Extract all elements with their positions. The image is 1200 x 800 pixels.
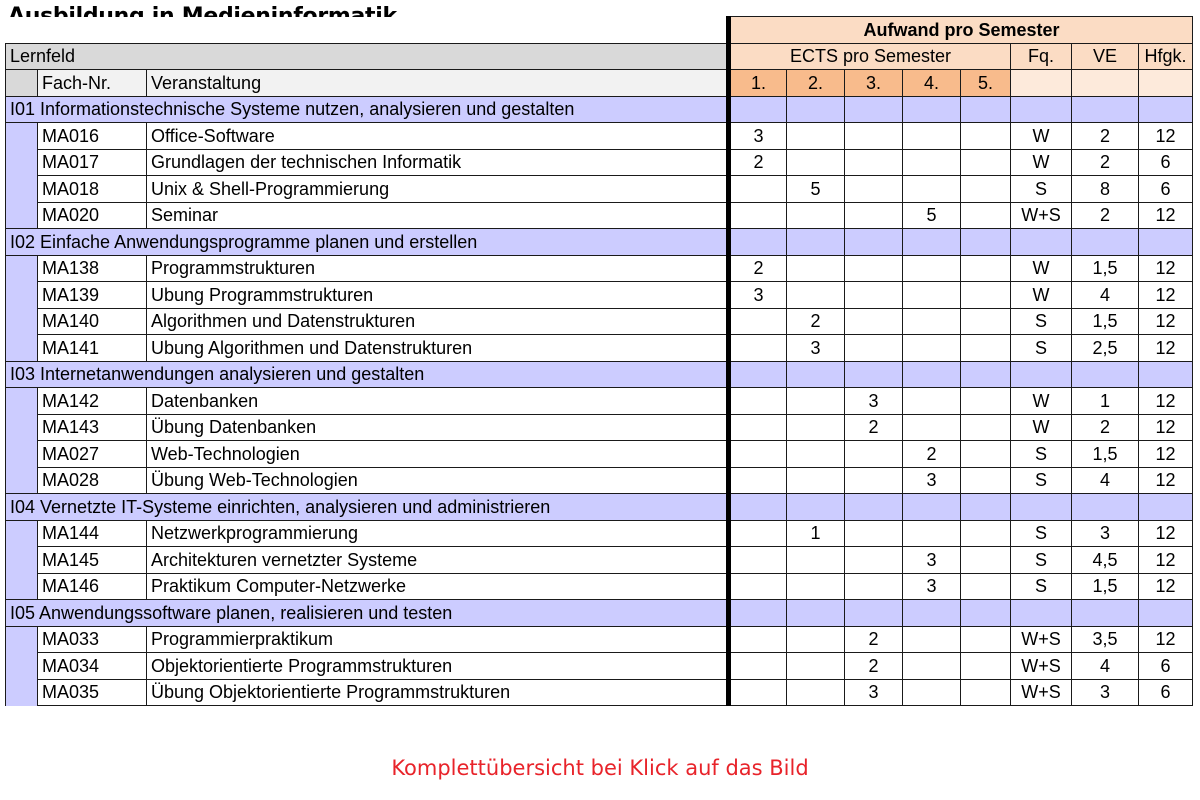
ects-sem-5 [961,202,1011,229]
ects-sem-1 [729,547,787,574]
ects-sem-2 [787,282,845,309]
ects-sem-4 [903,149,961,176]
indent-cell [6,388,38,415]
course-name: Office-Software [147,123,729,150]
course-number: MA034 [38,653,147,680]
course-name: Seminar [147,202,729,229]
table-row[interactable] [6,679,1193,706]
ects-sem-3: 2 [845,414,903,441]
hfgk-value: 12 [1139,335,1193,362]
ects-sem-1 [729,441,787,468]
ects-sem-5 [961,308,1011,335]
ects-sem-2 [787,547,845,574]
ects-sem-4: 3 [903,547,961,574]
course-name: Übung Datenbanken [147,414,729,441]
course-number: MA018 [38,176,147,203]
course-name: Architekturen vernetzter Systeme [147,547,729,574]
group-label: I04 Vernetzte IT-Systeme einrichten, analysieren und administrieren [6,494,729,521]
group-row [6,229,1193,256]
ects-sem-2: 2 [787,308,845,335]
ects-sem-1 [729,335,787,362]
ve-value: 1,5 [1072,441,1139,468]
ects-sem-3 [845,123,903,150]
ects-sem-3 [845,308,903,335]
indent-cell [6,70,38,97]
indent-cell [6,414,38,441]
course-name: Grundlagen der technischen Informatik [147,149,729,176]
group-row [6,600,1193,627]
indent-cell [6,441,38,468]
course-name: Übung Objektorientierte Programmstrukturen [147,679,729,706]
indent-cell [6,573,38,600]
ects-sem-5 [961,573,1011,600]
group-label: I03 Internetanwendungen analysieren und gestalten [6,361,729,388]
indent-cell [6,626,38,653]
course-number: MA138 [38,255,147,282]
frequency: W+S [1011,653,1072,680]
ects-sem-5 [961,149,1011,176]
ects-sem-2: 1 [787,520,845,547]
ects-sem-5 [961,547,1011,574]
table-row[interactable] [6,467,1193,494]
ects-sem-4: 3 [903,573,961,600]
ects-sem-2 [787,202,845,229]
group-label: I02 Einfache Anwendungsprogramme planen und erstellen [6,229,729,256]
header-row-aufwand [6,17,1193,44]
ects-sem-4 [903,176,961,203]
hfgk-value: 12 [1139,414,1193,441]
group-label: I05 Anwendungssoftware planen, realisieren und testen [6,600,729,627]
group-row [6,361,1193,388]
course-number: MA140 [38,308,147,335]
table-row[interactable] [6,388,1193,415]
ects-sem-5 [961,441,1011,468]
ects-sem-2 [787,255,845,282]
course-name: Ubung Algorithmen und Datenstrukturen [147,335,729,362]
ects-sem-3 [845,573,903,600]
indent-cell [6,547,38,574]
ects-sem-4 [903,520,961,547]
ve-value: 3 [1072,679,1139,706]
ects-sem-5 [961,679,1011,706]
ects-sem-4: 3 [903,467,961,494]
hfgk-value: 12 [1139,467,1193,494]
table-row[interactable] [6,255,1193,282]
hfgk-value: 12 [1139,441,1193,468]
course-number: MA139 [38,282,147,309]
ve-value: 8 [1072,176,1139,203]
ects-sem-3 [845,255,903,282]
ects-sem-3 [845,520,903,547]
indent-cell [6,679,38,706]
frequency: W+S [1011,202,1072,229]
frequency: S [1011,467,1072,494]
course-name: Algorithmen und Datenstrukturen [147,308,729,335]
indent-cell [6,176,38,203]
ects-sem-2 [787,573,845,600]
ve-value: 1,5 [1072,255,1139,282]
table-row[interactable] [6,547,1193,574]
table-row[interactable] [6,176,1193,203]
group-label: I01 Informationstechnische Systeme nutzen, analysieren und gestalten [6,96,729,123]
course-name: Praktikum Computer-Netzwerke [147,573,729,600]
hfgk-header: Hfgk. [1139,43,1193,70]
ects-sem-4 [903,282,961,309]
indent-cell [6,202,38,229]
table-row[interactable] [6,123,1193,150]
ects-sem-5 [961,388,1011,415]
ects-sem-4 [903,626,961,653]
course-number: MA020 [38,202,147,229]
ects-sem-4 [903,653,961,680]
hfgk-value: 12 [1139,573,1193,600]
ects-sem-3: 3 [845,679,903,706]
ve-value: 1,5 [1072,308,1139,335]
frequency: W [1011,388,1072,415]
fach-nr-header: Fach-Nr. [38,70,147,97]
course-name: Übung Web-Technologien [147,467,729,494]
ects-sem-5 [961,176,1011,203]
hfgk-value: 12 [1139,255,1193,282]
frequency: S [1011,441,1072,468]
ects-sem-2 [787,441,845,468]
ects-sem-1 [729,520,787,547]
ects-sem-5 [961,467,1011,494]
course-number: MA033 [38,626,147,653]
ve-value: 4 [1072,653,1139,680]
ve-value: 3 [1072,520,1139,547]
ects-sem-1 [729,388,787,415]
ects-sem-5 [961,626,1011,653]
frequency: W [1011,149,1072,176]
ects-sem-2: 3 [787,335,845,362]
frequency: W [1011,255,1072,282]
ects-sem-2 [787,679,845,706]
course-name: Programmierpraktikum [147,626,729,653]
frequency: W [1011,123,1072,150]
ve-value: 4 [1072,467,1139,494]
table-row[interactable] [6,626,1193,653]
ve-value: 4,5 [1072,547,1139,574]
ve-value: 2 [1072,414,1139,441]
header-row-columns [6,70,1193,97]
ects-sem-4 [903,388,961,415]
semester-2-header: 2. [787,70,845,97]
ve-value: 4 [1072,282,1139,309]
ve-value: 1 [1072,388,1139,415]
hfgk-value: 12 [1139,202,1193,229]
course-number: MA141 [38,335,147,362]
group-row [6,96,1193,123]
curriculum-table[interactable] [5,16,1193,706]
indent-cell [6,255,38,282]
indent-cell [6,149,38,176]
semester-5-header: 5. [961,70,1011,97]
table-row[interactable] [6,282,1193,309]
ects-sem-3 [845,176,903,203]
course-name: Objektorientierte Programmstrukturen [147,653,729,680]
ects-sem-4 [903,679,961,706]
ects-sem-1 [729,626,787,653]
ects-sem-3: 3 [845,388,903,415]
indent-cell [6,282,38,309]
ve-value: 1,5 [1072,573,1139,600]
course-name: Web-Technologien [147,441,729,468]
ects-sem-1: 3 [729,282,787,309]
ects-sem-4 [903,123,961,150]
ects-sem-5 [961,520,1011,547]
ve-value: 3,5 [1072,626,1139,653]
ve-value: 2 [1072,149,1139,176]
table-row[interactable] [6,653,1193,680]
semester-1-header: 1. [729,70,787,97]
ects-sem-1: 2 [729,149,787,176]
ects-header: ECTS pro Semester [729,43,1011,70]
frequency: S [1011,520,1072,547]
ects-sem-5 [961,282,1011,309]
ects-sem-1: 2 [729,255,787,282]
ects-sem-2 [787,388,845,415]
ects-sem-5 [961,653,1011,680]
hfgk-value: 12 [1139,282,1193,309]
hfgk-value: 12 [1139,123,1193,150]
indent-cell [6,335,38,362]
hfgk-value: 6 [1139,176,1193,203]
aufwand-header: Aufwand pro Semester [729,17,1193,44]
course-number: MA143 [38,414,147,441]
ects-sem-1 [729,414,787,441]
ects-sem-3 [845,467,903,494]
header-row-lernfeld [6,43,1193,70]
ects-sem-1 [729,653,787,680]
ects-sem-4 [903,308,961,335]
ects-sem-3 [845,335,903,362]
caption-link[interactable]: Komplettübersicht bei Klick auf das Bild [391,756,809,780]
course-name: Programmstrukturen [147,255,729,282]
ects-sem-4 [903,414,961,441]
table-row[interactable] [6,149,1193,176]
course-number: MA146 [38,573,147,600]
frequency: S [1011,308,1072,335]
hfgk-value: 12 [1139,547,1193,574]
table-row[interactable] [6,573,1193,600]
course-number: MA016 [38,123,147,150]
course-number: MA145 [38,547,147,574]
ve-value: 2 [1072,202,1139,229]
hfgk-value: 12 [1139,520,1193,547]
indent-cell [6,520,38,547]
hfgk-value: 12 [1139,388,1193,415]
course-name: Netzwerkprogrammierung [147,520,729,547]
course-name: Ubung Programmstrukturen [147,282,729,309]
indent-cell [6,308,38,335]
ects-sem-2 [787,467,845,494]
ects-sem-3: 2 [845,626,903,653]
frequency: S [1011,547,1072,574]
course-name: Datenbanken [147,388,729,415]
group-row [6,494,1193,521]
ects-sem-1 [729,176,787,203]
course-name: Unix & Shell-Programmierung [147,176,729,203]
frequency: S [1011,335,1072,362]
ects-sem-1 [729,308,787,335]
table-row[interactable] [6,202,1193,229]
ve-value: 2 [1072,123,1139,150]
ects-sem-5 [961,123,1011,150]
frequency: S [1011,176,1072,203]
ects-sem-2 [787,626,845,653]
ects-sem-1 [729,573,787,600]
ects-sem-2 [787,123,845,150]
ects-sem-5 [961,414,1011,441]
ects-sem-1 [729,679,787,706]
fq-header: Fq. [1011,43,1072,70]
ects-sem-4: 2 [903,441,961,468]
ects-sem-3 [845,441,903,468]
ects-sem-2 [787,414,845,441]
ects-sem-2: 5 [787,176,845,203]
hfgk-value: 6 [1139,149,1193,176]
frequency: W [1011,414,1072,441]
hfgk-value: 6 [1139,679,1193,706]
semester-4-header: 4. [903,70,961,97]
frequency: S [1011,573,1072,600]
table-row[interactable] [6,441,1193,468]
ects-sem-5 [961,335,1011,362]
lernfeld-header: Lernfeld [6,43,729,70]
table-row[interactable] [6,520,1193,547]
ve-value: 2,5 [1072,335,1139,362]
course-number: MA028 [38,467,147,494]
hfgk-value: 12 [1139,626,1193,653]
ects-sem-3: 2 [845,653,903,680]
ects-sem-4 [903,255,961,282]
ects-sem-4: 5 [903,202,961,229]
ects-sem-1 [729,202,787,229]
ects-sem-4 [903,335,961,362]
frequency: W+S [1011,626,1072,653]
indent-cell [6,123,38,150]
ve-header: VE [1072,43,1139,70]
veranstaltung-header: Veranstaltung [147,70,729,97]
table-row[interactable] [6,335,1193,362]
ects-sem-3 [845,547,903,574]
ects-sem-3 [845,202,903,229]
frequency: W [1011,282,1072,309]
course-number: MA027 [38,441,147,468]
ects-sem-3 [845,149,903,176]
ects-sem-3 [845,282,903,309]
course-number: MA017 [38,149,147,176]
ects-sem-5 [961,255,1011,282]
indent-cell [6,467,38,494]
table-row[interactable] [6,414,1193,441]
course-number: MA035 [38,679,147,706]
indent-cell [6,653,38,680]
course-number: MA142 [38,388,147,415]
ects-sem-1 [729,467,787,494]
semester-3-header: 3. [845,70,903,97]
frequency: W+S [1011,679,1072,706]
table-row[interactable] [6,308,1193,335]
course-number: MA144 [38,520,147,547]
ects-sem-2 [787,149,845,176]
ects-sem-1: 3 [729,123,787,150]
hfgk-value: 12 [1139,308,1193,335]
hfgk-value: 6 [1139,653,1193,680]
ects-sem-2 [787,653,845,680]
